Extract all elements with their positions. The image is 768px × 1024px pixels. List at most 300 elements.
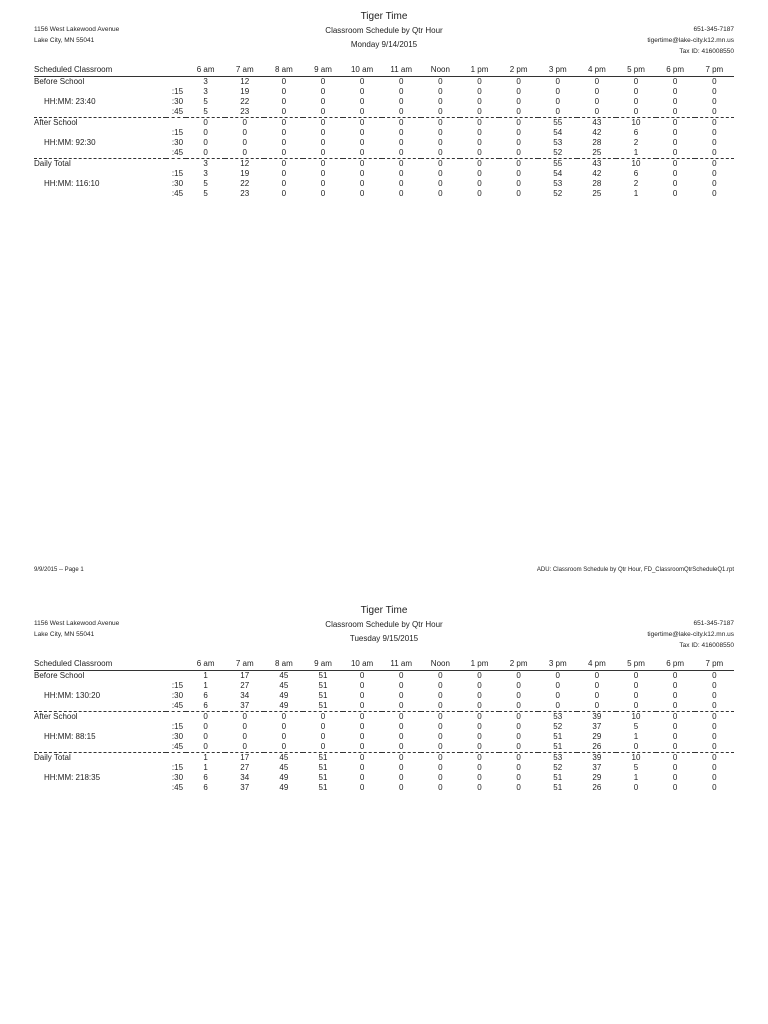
- count-cell: 0: [712, 97, 717, 106]
- count-cell: 0: [477, 128, 482, 137]
- count-cell: 0: [382, 753, 421, 764]
- count-cell: 6: [203, 773, 208, 782]
- count-cell: 0: [672, 138, 678, 147]
- count-cell: 51: [318, 773, 328, 782]
- count-cell: 0: [712, 138, 717, 147]
- count-cell: 0: [516, 691, 521, 700]
- count-cell: 0: [438, 179, 443, 188]
- table-row: [34, 763, 734, 773]
- count-cell: 0: [225, 712, 264, 723]
- count-cell: 6: [203, 701, 208, 710]
- count-cell: 0: [320, 97, 326, 106]
- count-cell: 0: [477, 701, 482, 710]
- count-cell: 0: [359, 128, 365, 137]
- count-cell: 0: [672, 701, 678, 710]
- count-cell: 0: [695, 77, 734, 88]
- count-cell: 0: [264, 77, 303, 88]
- quarter-label: [166, 159, 186, 170]
- count-cell: 0: [656, 118, 695, 129]
- count-cell: 0: [477, 148, 482, 157]
- count-cell: 0: [695, 159, 734, 170]
- column-header: 6 pm: [656, 64, 695, 77]
- count-cell: 0: [359, 97, 365, 106]
- count-cell: 0: [577, 671, 616, 682]
- column-header: Scheduled Classroom: [34, 658, 166, 671]
- column-header: 10 am: [343, 658, 382, 671]
- count-cell: 54: [553, 169, 563, 178]
- count-cell: 0: [281, 169, 287, 178]
- count-cell: 0: [712, 722, 717, 731]
- row-label: HH:MM: 218:35: [44, 773, 101, 782]
- table-row: [34, 87, 734, 97]
- address-line-2: Lake City, MN 55041: [34, 37, 95, 44]
- count-cell: 0: [382, 159, 421, 170]
- count-cell: 0: [399, 128, 404, 137]
- count-cell: 0: [320, 87, 326, 96]
- footer-page-info: 9/9/2015 -- Page 1: [34, 567, 84, 573]
- column-header: 2 pm: [499, 64, 538, 77]
- count-cell: 0: [499, 77, 538, 88]
- table-row: [34, 138, 734, 148]
- count-cell: 0: [712, 763, 717, 772]
- address-line-2: Lake City, MN 55041: [34, 631, 95, 638]
- table-row: [34, 97, 734, 107]
- table-row: [34, 722, 734, 732]
- count-cell: 0: [438, 691, 443, 700]
- count-cell: 0: [320, 732, 326, 741]
- row-label: Before School: [34, 671, 166, 682]
- count-cell: 49: [279, 701, 289, 710]
- count-cell: 27: [240, 681, 250, 690]
- count-cell: 0: [399, 169, 404, 178]
- count-cell: 17: [225, 753, 264, 764]
- count-cell: 0: [594, 701, 600, 710]
- count-cell: 6: [633, 128, 639, 137]
- count-cell: 0: [438, 138, 443, 147]
- count-cell: 0: [499, 159, 538, 170]
- report-subtitle: Classroom Schedule by Qtr Hour: [325, 26, 443, 35]
- count-cell: 17: [225, 671, 264, 682]
- count-cell: 0: [281, 148, 287, 157]
- count-cell: 3: [186, 159, 225, 170]
- row-label: HH:MM: 88:15: [44, 732, 96, 741]
- column-header: 11 am: [382, 64, 421, 77]
- count-cell: 0: [343, 671, 382, 682]
- count-cell: 51: [553, 742, 563, 751]
- count-cell: 26: [592, 783, 602, 792]
- header-row: [34, 658, 734, 671]
- count-cell: 51: [318, 681, 328, 690]
- count-cell: 5: [203, 107, 208, 116]
- count-cell: 0: [438, 742, 443, 751]
- count-cell: 0: [594, 681, 600, 690]
- report-title: Tiger Time: [360, 605, 408, 616]
- count-cell: 0: [359, 138, 365, 147]
- count-cell: 0: [555, 97, 560, 106]
- quarter-label: :45: [171, 742, 184, 751]
- count-cell: 0: [399, 783, 404, 792]
- count-cell: 0: [359, 169, 365, 178]
- quarter-label: :45: [171, 189, 184, 198]
- count-cell: 0: [555, 87, 560, 96]
- count-cell: 0: [281, 742, 287, 751]
- count-cell: 0: [421, 712, 460, 723]
- row-label: After School: [34, 118, 166, 129]
- count-cell: 34: [240, 773, 250, 782]
- count-cell: 37: [240, 783, 250, 792]
- count-cell: 0: [242, 732, 247, 741]
- table-row: [34, 742, 734, 753]
- org-contact: [647, 618, 734, 651]
- row-label: [34, 128, 166, 138]
- count-cell: 0: [516, 179, 521, 188]
- count-cell: 0: [203, 742, 208, 751]
- count-cell: 0: [438, 732, 443, 741]
- count-cell: 0: [186, 712, 225, 723]
- table-row: [34, 159, 734, 170]
- count-cell: 0: [320, 742, 326, 751]
- row-label: HH:MM: 130:20: [44, 691, 101, 700]
- table-row: [34, 169, 734, 179]
- count-cell: 51: [303, 671, 342, 682]
- count-cell: 0: [712, 148, 717, 157]
- table-row: [34, 671, 734, 682]
- row-label: [34, 742, 166, 753]
- count-cell: 0: [672, 189, 678, 198]
- count-cell: 0: [672, 783, 678, 792]
- count-cell: 0: [656, 159, 695, 170]
- count-cell: 0: [516, 169, 521, 178]
- count-cell: 0: [399, 87, 404, 96]
- count-cell: 3: [203, 87, 208, 96]
- count-cell: 0: [633, 783, 639, 792]
- count-cell: 22: [240, 179, 250, 188]
- count-cell: 0: [672, 773, 678, 782]
- count-cell: 0: [616, 671, 655, 682]
- count-cell: 19: [240, 87, 250, 96]
- count-cell: 0: [303, 159, 342, 170]
- count-cell: 53: [538, 712, 577, 723]
- column-header: 8 am: [264, 64, 303, 77]
- count-cell: 0: [616, 77, 655, 88]
- count-cell: 45: [264, 671, 303, 682]
- count-cell: 0: [399, 722, 404, 731]
- count-cell: 0: [516, 138, 521, 147]
- count-cell: 51: [318, 783, 328, 792]
- quarter-label: :45: [171, 148, 184, 157]
- column-header: 9 am: [303, 64, 342, 77]
- count-cell: 0: [438, 681, 443, 690]
- report-date: Monday 9/14/2015: [350, 40, 418, 49]
- count-cell: 45: [264, 753, 303, 764]
- count-cell: 0: [320, 107, 326, 116]
- row-label: [34, 701, 166, 712]
- column-header: 7 am: [225, 658, 264, 671]
- count-cell: 0: [538, 77, 577, 88]
- count-cell: 0: [264, 159, 303, 170]
- count-cell: 0: [672, 691, 678, 700]
- count-cell: 0: [421, 118, 460, 129]
- row-label: Daily Total: [34, 159, 166, 170]
- count-cell: 1: [186, 753, 225, 764]
- count-cell: 0: [695, 753, 734, 764]
- count-cell: 51: [303, 753, 342, 764]
- count-cell: 0: [516, 128, 521, 137]
- count-cell: 0: [594, 691, 600, 700]
- count-cell: 0: [203, 138, 208, 147]
- count-cell: 0: [343, 753, 382, 764]
- address-line-1: 1156 West Lakewood Avenue: [34, 620, 120, 627]
- report-title-block: [34, 604, 734, 646]
- count-cell: 0: [281, 128, 287, 137]
- column-header: 9 am: [303, 658, 342, 671]
- count-cell: 0: [477, 179, 482, 188]
- count-cell: 0: [712, 107, 717, 116]
- count-cell: 0: [399, 701, 404, 710]
- quarter-label: :15: [171, 681, 184, 690]
- count-cell: 0: [303, 712, 342, 723]
- count-cell: 0: [712, 773, 717, 782]
- count-cell: 0: [695, 712, 734, 723]
- column-header: 7 am: [225, 64, 264, 77]
- row-label: [34, 681, 166, 691]
- count-cell: 0: [320, 179, 326, 188]
- count-cell: 0: [499, 712, 538, 723]
- count-cell: 0: [672, 681, 678, 690]
- count-cell: 0: [477, 783, 482, 792]
- column-header: 1 pm: [460, 64, 499, 77]
- count-cell: 0: [303, 118, 342, 129]
- report-page-2: [34, 598, 734, 793]
- count-cell: 0: [477, 107, 482, 116]
- count-cell: 0: [672, 128, 678, 137]
- report-subtitle: Classroom Schedule by Qtr Hour: [325, 620, 443, 629]
- count-cell: 0: [382, 77, 421, 88]
- count-cell: 52: [553, 722, 563, 731]
- count-cell: 0: [656, 712, 695, 723]
- org-email: tigertime@lake-city.k12.mn.us: [647, 631, 734, 638]
- table-row: [34, 691, 734, 701]
- count-cell: 0: [712, 681, 717, 690]
- count-cell: 6: [203, 691, 208, 700]
- quarter-label: :30: [171, 691, 184, 700]
- count-cell: 0: [672, 169, 678, 178]
- report-header: [34, 598, 734, 658]
- org-phone: 651-345-7187: [693, 620, 734, 627]
- count-cell: 0: [656, 753, 695, 764]
- count-cell: 0: [656, 671, 695, 682]
- quarter-label: :15: [171, 722, 184, 731]
- count-cell: 0: [712, 742, 717, 751]
- count-cell: 0: [477, 189, 482, 198]
- quarter-label: :45: [171, 783, 184, 792]
- address-line-1: 1156 West Lakewood Avenue: [34, 26, 120, 33]
- schedule-table: [34, 658, 734, 793]
- count-cell: 51: [318, 691, 328, 700]
- count-cell: 0: [359, 722, 365, 731]
- count-cell: 0: [303, 77, 342, 88]
- column-header: 7 pm: [695, 64, 734, 77]
- count-cell: 10: [616, 712, 655, 723]
- count-cell: 0: [399, 773, 404, 782]
- count-cell: 0: [320, 128, 326, 137]
- count-cell: 0: [633, 742, 639, 751]
- count-cell: 5: [633, 722, 639, 731]
- count-cell: 0: [359, 148, 365, 157]
- count-cell: 0: [203, 128, 208, 137]
- count-cell: 0: [359, 732, 365, 741]
- table-row: [34, 783, 734, 793]
- report-date: Tuesday 9/15/2015: [349, 634, 419, 643]
- quarter-label: :30: [171, 138, 184, 147]
- table-row: [34, 128, 734, 138]
- row-label: HH:MM: 92:30: [44, 138, 96, 147]
- count-cell: 51: [318, 763, 328, 772]
- quarter-label: :30: [171, 179, 184, 188]
- column-header: 10 am: [343, 64, 382, 77]
- count-cell: 0: [460, 753, 499, 764]
- table-row: [34, 148, 734, 159]
- count-cell: 0: [633, 691, 639, 700]
- row-label: [34, 107, 166, 118]
- count-cell: 43: [577, 159, 616, 170]
- column-header: 6 am: [186, 64, 225, 77]
- count-cell: 0: [320, 169, 326, 178]
- count-cell: 0: [672, 179, 678, 188]
- count-cell: 52: [553, 148, 563, 157]
- count-cell: 0: [421, 753, 460, 764]
- count-cell: 1: [633, 732, 639, 741]
- count-cell: 5: [203, 97, 208, 106]
- count-cell: 0: [656, 77, 695, 88]
- count-cell: 0: [359, 783, 365, 792]
- count-cell: 0: [438, 701, 443, 710]
- header-row: [34, 64, 734, 77]
- count-cell: 0: [460, 118, 499, 129]
- count-cell: 23: [240, 107, 250, 116]
- column-header: Scheduled Classroom: [34, 64, 166, 77]
- count-cell: 0: [438, 148, 443, 157]
- table-row: [34, 732, 734, 742]
- count-cell: 0: [438, 722, 443, 731]
- count-cell: 0: [242, 722, 247, 731]
- count-cell: 0: [242, 128, 247, 137]
- count-cell: 19: [240, 169, 250, 178]
- count-cell: 0: [438, 128, 443, 137]
- column-header: 7 pm: [695, 658, 734, 671]
- count-cell: 0: [712, 701, 717, 710]
- quarter-label: [166, 77, 186, 88]
- count-cell: 0: [672, 87, 678, 96]
- count-cell: 0: [499, 118, 538, 129]
- count-cell: 22: [240, 97, 250, 106]
- count-cell: 0: [359, 691, 365, 700]
- quarter-label: :15: [171, 87, 184, 96]
- count-cell: 0: [516, 87, 521, 96]
- count-cell: 0: [399, 97, 404, 106]
- count-cell: 0: [399, 179, 404, 188]
- count-cell: 0: [399, 138, 404, 147]
- count-cell: 1: [186, 671, 225, 682]
- count-cell: 52: [553, 189, 563, 198]
- count-cell: 5: [203, 189, 208, 198]
- count-cell: 0: [399, 742, 404, 751]
- count-cell: 10: [616, 118, 655, 129]
- count-cell: 0: [438, 169, 443, 178]
- count-cell: 45: [279, 763, 289, 772]
- count-cell: 0: [359, 87, 365, 96]
- count-cell: 0: [712, 783, 717, 792]
- count-cell: 0: [359, 773, 365, 782]
- table-row: [34, 118, 734, 129]
- count-cell: 0: [203, 732, 208, 741]
- count-cell: 0: [343, 712, 382, 723]
- quarter-label: :15: [171, 169, 184, 178]
- report-title: Tiger Time: [360, 11, 408, 22]
- column-header: 11 am: [382, 658, 421, 671]
- count-cell: 51: [553, 773, 563, 782]
- row-label: [34, 783, 166, 793]
- count-cell: 0: [399, 189, 404, 198]
- column-header: 2 pm: [499, 658, 538, 671]
- quarter-label: :30: [171, 773, 184, 782]
- column-header: 5 pm: [616, 658, 655, 671]
- count-cell: 0: [695, 118, 734, 129]
- count-cell: 0: [477, 169, 482, 178]
- count-cell: 42: [592, 128, 602, 137]
- count-cell: 53: [553, 138, 563, 147]
- quarter-label: [166, 712, 186, 723]
- count-cell: 53: [553, 179, 563, 188]
- count-cell: 5: [633, 763, 639, 772]
- column-header: 3 pm: [538, 658, 577, 671]
- table-row: [34, 753, 734, 764]
- quarter-label: [166, 671, 186, 682]
- count-cell: 0: [421, 671, 460, 682]
- count-cell: 0: [477, 691, 482, 700]
- count-cell: 45: [279, 681, 289, 690]
- count-cell: 23: [240, 189, 250, 198]
- count-cell: 0: [633, 701, 639, 710]
- column-header: 6 pm: [656, 658, 695, 671]
- count-cell: 0: [633, 87, 639, 96]
- page-footer: [34, 567, 734, 579]
- count-cell: 29: [592, 773, 602, 782]
- quarter-label: :45: [171, 701, 184, 710]
- row-label: [34, 189, 166, 199]
- count-cell: 54: [553, 128, 563, 137]
- report-header: [34, 4, 734, 64]
- quarter-label: :30: [171, 732, 184, 741]
- count-cell: 0: [242, 138, 247, 147]
- table-row: [34, 681, 734, 691]
- count-cell: 2: [633, 179, 639, 188]
- column-header: 8 am: [264, 658, 303, 671]
- count-cell: 0: [359, 742, 365, 751]
- count-cell: 0: [712, 169, 717, 178]
- count-cell: 0: [281, 189, 287, 198]
- count-cell: 0: [633, 107, 639, 116]
- table-row: [34, 179, 734, 189]
- count-cell: 10: [616, 753, 655, 764]
- count-cell: 0: [460, 712, 499, 723]
- count-cell: 1: [203, 681, 208, 690]
- count-cell: 0: [477, 742, 482, 751]
- count-cell: 0: [477, 138, 482, 147]
- count-cell: 0: [343, 159, 382, 170]
- count-cell: 0: [281, 107, 287, 116]
- count-cell: 0: [382, 712, 421, 723]
